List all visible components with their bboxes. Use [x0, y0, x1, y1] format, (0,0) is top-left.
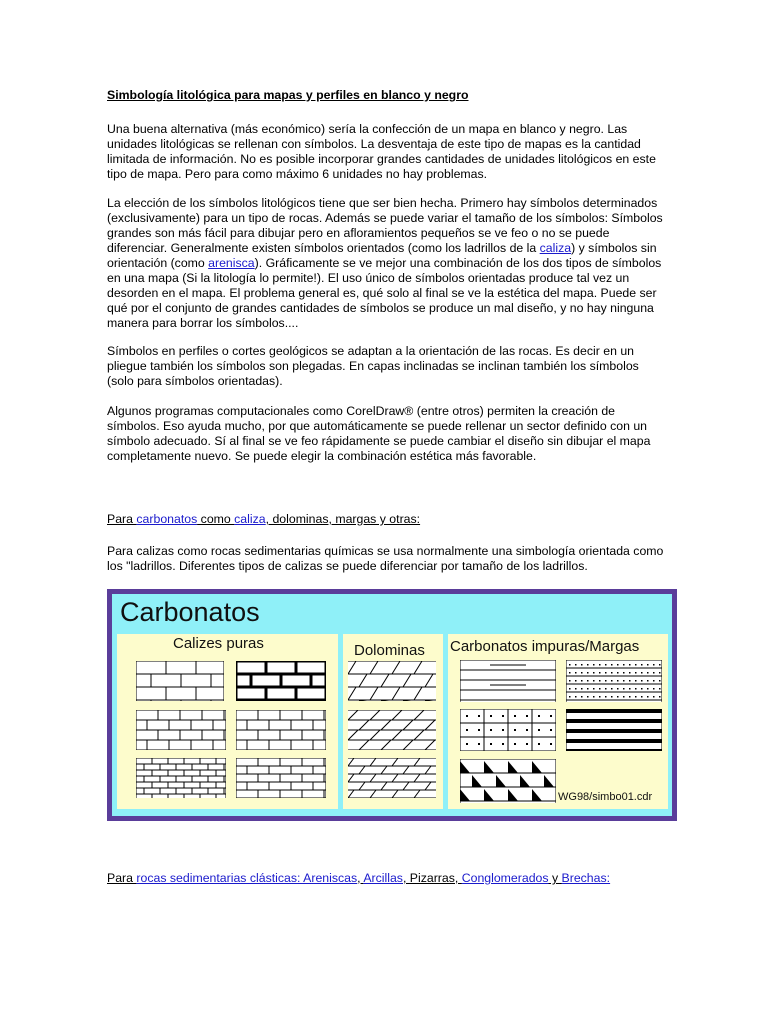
swatch-marga-1: [460, 660, 556, 702]
figure-title: Carbonatos: [120, 597, 260, 627]
panel-label-margas: Carbonatos impuras/Margas: [450, 638, 640, 655]
swatch-caliza-large: [136, 661, 224, 701]
link-brechas[interactable]: Brechas:: [561, 871, 611, 885]
paragraph-profiles: Símbolos en perfiles o cortes geológicos se adaptan a la orientación de las rocas. Es decir en un pliegue también los símbolos son plegadas. En capas inclinadas se inclinan también los símbolos (solo para símbolos orientadas).: [107, 344, 639, 388]
text-segment: , dolominas, margas y otras:: [265, 512, 421, 526]
link-caliza-2[interactable]: caliza: [234, 512, 266, 526]
text-segment: La elección de los símbolos litológicos tiene que ser bien hecha. Primero hay símbolos determinados (exclusivamente) para un tipo de rocas. Además se puede variar el tamaño de los símbolos: Símbolos grandes son más fácil para dibujar pero en afloramientos pequeños se ve feo o no se puede diferenciar. Generalmente existen símbolos orientados (como los ladrillos de la: [107, 196, 663, 255]
carbonatos-figure: [107, 589, 677, 821]
text-segment: ). Gráficamente se ve mejor una combinación de los dos tipos de símbolos en una mapa (Si la litología lo permite!). El uso único de símbolos orientadas produce tal vez un desorden en el mapa. El problema general es, qué solo al final se ve la estética del mapa. Puede ser qué por el conjunto de grandes cantidades de símbolos se produce un mal diseño, y no hay ninguna manera para borrar los símbolos....: [107, 256, 662, 330]
panel-calizas-puras: [117, 634, 338, 809]
link-arcillas[interactable]: Arcillas: [363, 871, 403, 885]
swatch-marga-5: [460, 759, 556, 803]
link-conglomerados[interactable]: Conglomerados: [461, 871, 549, 885]
swatch-caliza-fine: [136, 758, 226, 798]
figure-background: [112, 594, 672, 816]
paragraph-calizas: Para calizas como rocas sedimentarias químicas se usa normalmente una simbología orientada como los "ladrillos. Diferentes tipos de calizas se puede diferenciar por tamaño de los ladrillos.: [107, 544, 664, 573]
swatch-dolomina-3: [348, 758, 436, 798]
text-segment: ,: [357, 871, 364, 885]
panel-label-dolominas: Dolominas: [354, 642, 425, 659]
page-title: Simbología litológica para mapas y perfiles en blanco y negro: [107, 88, 469, 102]
panel-margas: [448, 634, 668, 809]
link-carbonatos[interactable]: carbonatos: [136, 512, 198, 526]
text-segment: como: [197, 512, 235, 526]
swatch-marga-3: [460, 709, 556, 751]
swatch-marga-2: [566, 660, 662, 702]
text-segment: Para: [107, 871, 137, 885]
text-segment: , Pizarras,: [402, 871, 462, 885]
swatch-caliza-medium: [136, 710, 226, 750]
paragraph-intro: Una buena alternativa (más económico) sería la confección de un mapa en blanco y negro. Las unidades litológicas se rellenan con símbolos. La desventaja de este tipo de mapas es la cantidad limitada de información. No es posible incorporar grandes cantidades de unidades litológicos en este tipo de mapa. Pero para como máximo 6 unidades no hay problemas.: [107, 122, 656, 181]
swatch-caliza-bold: [236, 661, 326, 701]
paragraph-symbol-choice: [107, 196, 667, 331]
link-rocas-clasticas[interactable]: rocas sedimentarias clásticas: Areniscas: [136, 871, 358, 885]
panel-label-calizas: Calizes puras: [173, 635, 264, 652]
swatch-dolomina-1: [348, 661, 436, 701]
heading-clasticas: [107, 871, 667, 886]
link-caliza[interactable]: caliza: [539, 241, 572, 255]
paragraph-software: Algunos programas computacionales como CorelDraw® (entre otros) permiten la creación de símbolos. Eso ayuda mucho, por que automáticamente se puede rellenar un sector definido con un símbolo adecuado. Sí al final se ve feo rápidamente se puede cambiar el diseño sin dibujar el mapa completamente nuevo. Se puede elegir la combinación estética más favorable.: [107, 404, 651, 463]
heading-carbonatos: [107, 512, 667, 527]
panel-dolominas: [343, 634, 443, 809]
swatch-marga-4: [566, 709, 662, 751]
text-segment: Para: [107, 512, 137, 526]
text-segment: y: [548, 871, 562, 885]
swatch-caliza-medium-2: [236, 710, 326, 750]
swatch-caliza-fine-2: [236, 758, 326, 798]
figure-credit: WG98/simbo01.cdr: [558, 791, 653, 803]
link-arenisca[interactable]: arenisca: [208, 256, 255, 270]
text-segment: ) y símbolos sin orientación (como: [107, 241, 657, 270]
swatch-dolomina-2: [348, 710, 436, 750]
